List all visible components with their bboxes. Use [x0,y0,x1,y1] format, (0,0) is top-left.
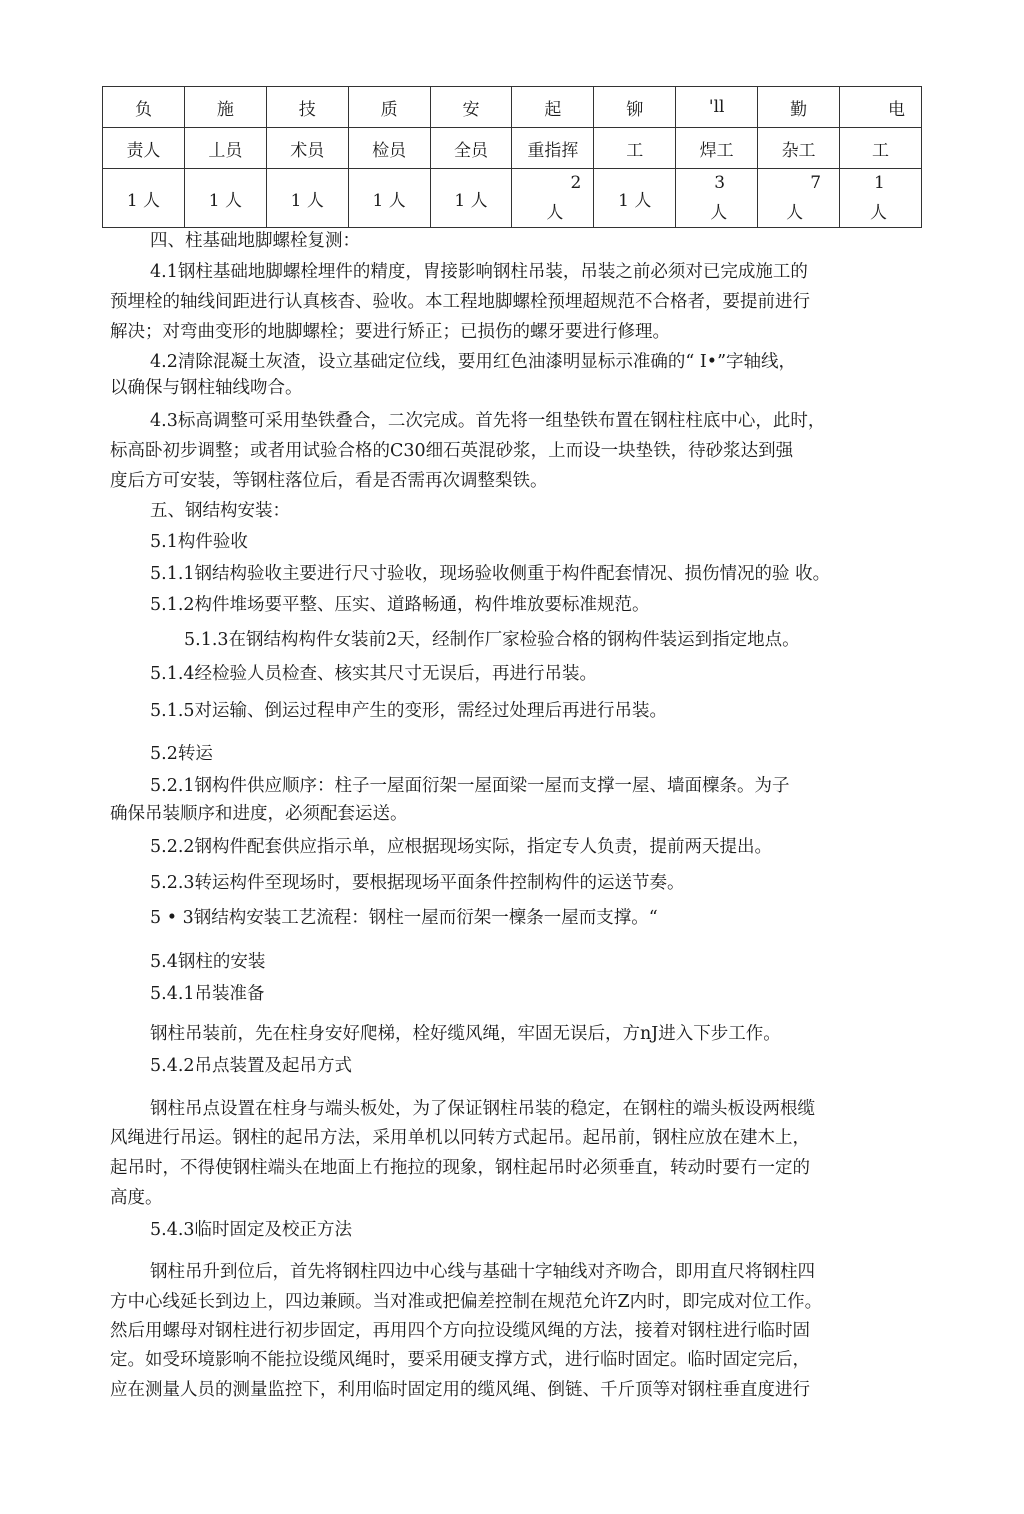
paragraph-line: 4.1钢柱基础地脚螺栓埋件的精度，冑接影响钢柱吊装，吊装之前必须对已完成施工的 [150,262,808,282]
paragraph-line: 风绳进行吊运。钢柱的起吊方法，采用单机以冋转方式起吊。起吊前，钢柱应放在建木上， [110,1128,810,1148]
cell-count: 2 [570,173,582,193]
paragraph-line: 然后用螺母对钢柱进行初步固定，再用四个方向拉设缆风绳的方法，接着对钢柱进行临时固 [110,1321,810,1341]
cell-unit: 人 [710,203,728,223]
paragraph-line: 5.2.3转运构件至现场时，要根据现场平面条件控制构件的运送节奏。 [150,873,685,893]
table-cell [840,169,922,228]
cell-count: 3 [714,173,726,193]
table-cell [676,169,758,228]
table-cell: 勤 [758,87,840,128]
paragraph-line: 以确保与钢柱轴线吻合。 [110,378,303,398]
paragraph-line: 5.1.5对运输、倒运过程申产生的变形，需经过处理后再进行吊装。 [150,701,668,721]
table-cell: 1 人 [430,169,512,228]
table-cell: 安 [430,87,512,128]
table-cell: 术员 [266,128,348,169]
table-cell: 技 [266,87,348,128]
paragraph-line: 起吊时，不得使钢柱端头在地面上冇拖拉的现象，钢柱起吊时必须垂直，转动时要冇一定的 [110,1158,810,1178]
table-cell [758,169,840,228]
table-cell: 全员 [430,128,512,169]
cell-unit: 人 [546,203,564,223]
paragraph-line: 定。如受环境影响不能拉设缆风绳时，要采用硬支撑方式，进行临时固定。临时固定完后， [110,1350,810,1370]
table-cell: 1 人 [184,169,266,228]
paragraph-line: 高度。 [110,1188,163,1208]
table-cell: 工 [594,128,676,169]
subheading: 5.2转运 [150,744,213,764]
paragraph-line: 钢柱吊装前，先在柱身安好爬梯，栓好缆风绳，牢固无误后，方nJ进入下步工作。 [150,1024,781,1044]
paragraph-line: 4.2清除混凝土灰渣，设立基础定位线，要用红色油漆明显标示准确的“ I•”字轴线， [150,352,797,372]
table-cell: 杂工 [758,128,840,169]
paragraph-line: 5.1.4经检验人员检查、核实其尺寸无误后，再进行吊装。 [150,664,598,684]
table-cell [512,169,594,228]
table-cell: 'll [676,87,758,128]
section-heading: 四、柱基础地脚螺栓复测： [150,231,360,251]
subheading: 5.4钢柱的安装 [150,952,266,972]
subheading: 5.1构件验收 [150,532,248,552]
paragraph-line: 确保吊装顺序和进度，必须配套运送。 [110,804,408,824]
paragraph-line: 4.3标高调整可采用垫铁叠合，二次完成。首先将一组垫铁布置在钢柱柱底中心，此时， [150,411,826,431]
paragraph-line: 钢柱吊点设置在柱身与端头板处，为了保证钢柱吊装的稳定，在钢柱的端头板设两根缆 [150,1099,815,1119]
table-cell: 施 [184,87,266,128]
table-row [103,169,922,228]
table-cell: 1 人 [266,169,348,228]
cell-count: 7 [810,173,822,193]
paragraph-line: 钢柱吊升到位后，首先将钢柱四边中心线与基础十字轴线对齐吻合，即用直尺将钢柱四 [150,1262,815,1282]
paragraph-line: 5.2.2钢构件配套供应指示单，应根据现场实际，指定专人负责，提前两天提出。 [150,837,773,857]
table-row [103,87,922,128]
paragraph-line: 5.1.2构件堆场要平整、压实、道路畅通，构件堆放要标准规范。 [150,595,650,615]
table-cell: 工 [840,128,922,169]
table-cell: 检员 [348,128,430,169]
table-row [103,128,922,169]
table-cell: 铆 [594,87,676,128]
table-cell: 责人 [103,128,185,169]
table-cell: 丄员 [184,128,266,169]
subheading: 5.4.2吊点装置及起吊方式 [150,1056,353,1076]
paragraph-line: 度后方可安装，等钢柱落位后，看是否需再次调整梨铁。 [110,471,548,491]
paragraph-line: 应在测量人员的测量监控下，利用临时固定用的缆风绳、倒链、千斤顶等对钢柱垂直度进行 [110,1380,810,1400]
table-cell: 负 [103,87,185,128]
table-cell: 1 人 [348,169,430,228]
paragraph-line: 5.2.1钢构件供应顺序：柱子一屋面衍架一屋面梁一屋而支撑一屋、墙面檁条。为子 [150,776,790,796]
table-cell: 1 人 [103,169,185,228]
paragraph-line: 方中心线延长到边上，四边兼顾。当对准或把偏差控制在规范允许Z内时，即完成对位工作。 [110,1292,823,1312]
cell-count: 1 [874,173,885,193]
cell-unit: 人 [870,203,888,223]
section-heading: 五、钢结构安装： [150,501,290,521]
cell-unit: 人 [786,203,804,223]
paragraph-line: 5 • 3钢结构安装工艺流程：钢柱一屋而衍架一檁条一屋而支撑。“ [150,908,658,928]
table-cell: 焊工 [676,128,758,169]
paragraph-line: 解决；对弯曲变形的地脚螺栓；要进行矫正；已损伤的螺牙要进行修理。 [110,322,670,342]
paragraph-line: 预埋栓的轴线间距进行认真核杳、验收。本工程地脚螺栓预埋超规范不合格者，要提前进行 [110,292,810,312]
paragraph-line: 5.1.1钢结构验收主要进行尺寸验收，现场验收侧重于构件配套情况、损伤情况的验 收。 [150,564,831,584]
table-cell: 起 [512,87,594,128]
table-cell: 重指挥 [512,128,594,169]
subheading: 5.4.3临时固定及校正方法 [150,1220,353,1240]
staffing-table [102,86,922,228]
table-cell: 质 [348,87,430,128]
paragraph-line: 5.1.3在钢结构构件女装前2天，经制作厂家检验合格的钢构件装运到指定地点。 [184,630,800,650]
table-cell: 1 人 [594,169,676,228]
paragraph-line: 标高卧初步调整；或者用试验合格的C30细石英混砂浆，上而设一块垫铁，待砂浆达到强 [110,441,794,461]
subheading: 5.4.1吊装准备 [150,984,265,1004]
table-cell: 电 [840,87,922,128]
